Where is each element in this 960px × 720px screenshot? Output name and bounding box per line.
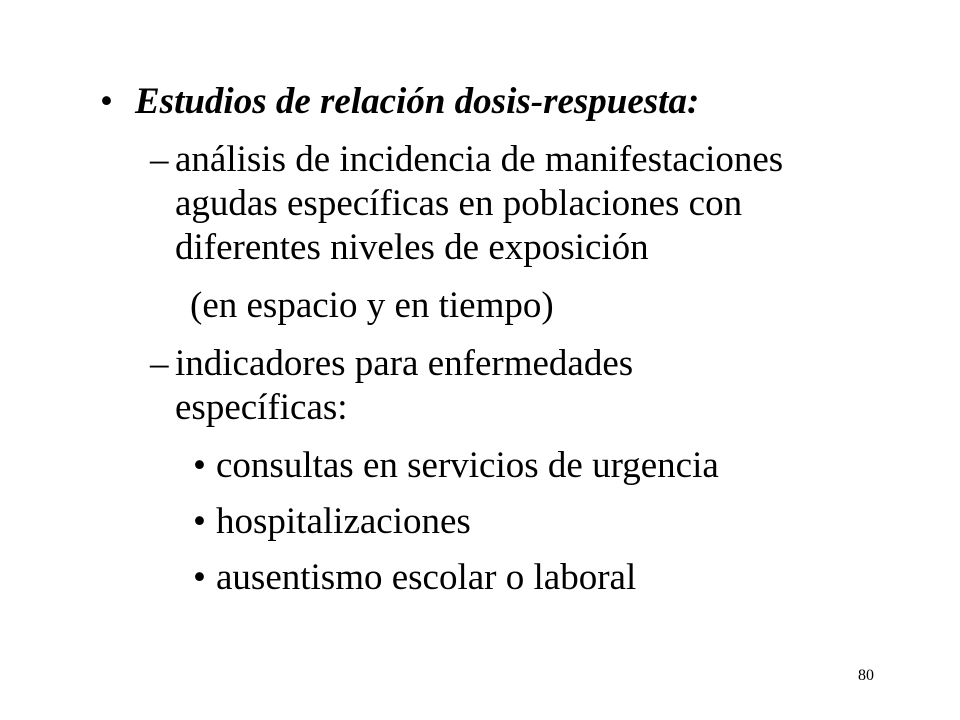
item-2-line-1: indicadores para enfermedades xyxy=(175,343,634,384)
item-1-line-2: agudas específicas en poblaciones con xyxy=(175,183,743,224)
slide-heading: Estudios de relación dosis-respuesta: xyxy=(135,81,700,122)
item-2-dash: – xyxy=(150,343,169,384)
page-number: 80 xyxy=(858,667,874,684)
subitem-1-bullet: • xyxy=(193,445,206,486)
subitem-3: ausentismo escolar o laboral xyxy=(216,557,637,598)
item-2-line-2: específicas: xyxy=(175,387,348,428)
item-1-note: (en espacio y en tiempo) xyxy=(190,285,554,326)
subitem-3-bullet: • xyxy=(193,557,206,598)
subitem-1: consultas en servicios de urgencia xyxy=(216,445,719,486)
item-1-line-1: análisis de incidencia de manifestaciones xyxy=(175,139,784,180)
item-1-dash: – xyxy=(150,139,169,180)
heading-bullet: • xyxy=(100,81,113,122)
item-1-line-3: diferentes niveles de exposición xyxy=(175,227,649,268)
subitem-2: hospitalizaciones xyxy=(216,501,471,542)
subitem-2-bullet: • xyxy=(193,501,206,542)
